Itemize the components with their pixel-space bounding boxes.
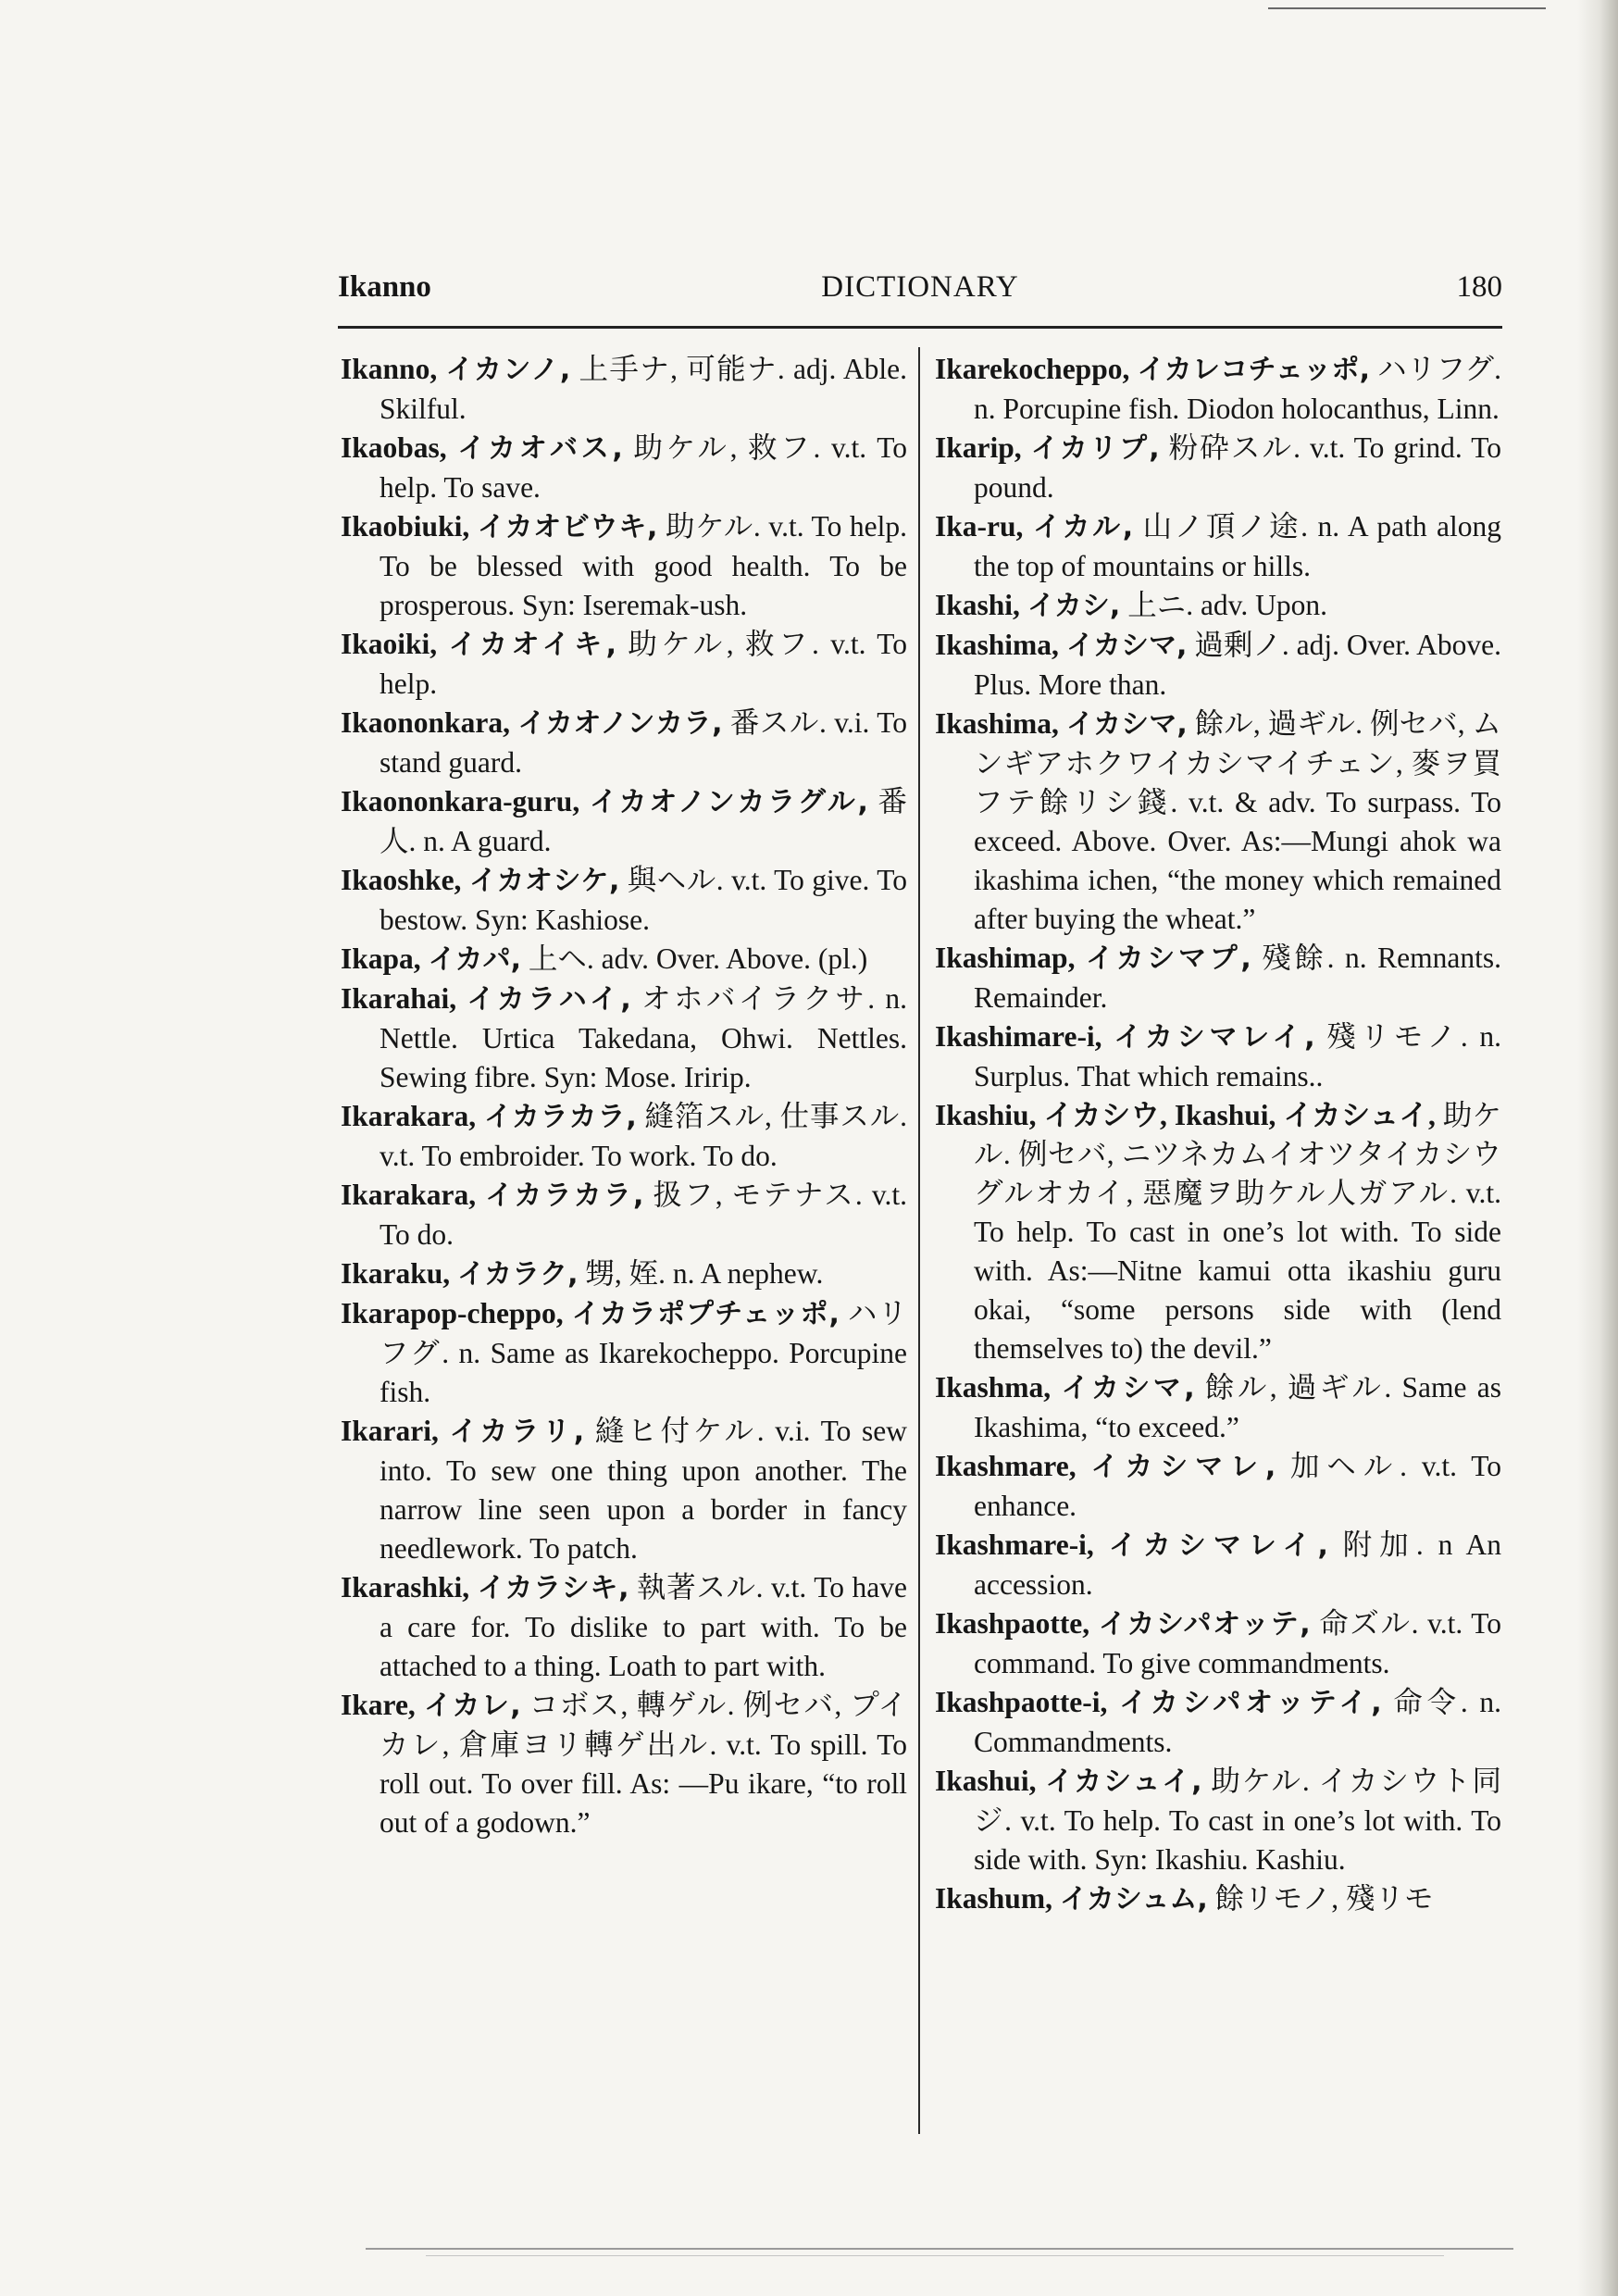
- entry-katakana: イカオノンカラ,: [517, 707, 723, 740]
- entry-katakana: イカオイキ,: [448, 629, 617, 661]
- dictionary-entry: [341, 1412, 907, 1568]
- entry-headword: Ikarakara,: [341, 1100, 477, 1132]
- entry-definition: ハリフグ. n. Same as Ikarekocheppo. Porcupine fish.: [380, 1297, 907, 1408]
- dictionary-entry: [935, 1762, 1501, 1879]
- entry-definition: 助ケル, 救フ. v.t. To help. To save.: [380, 431, 907, 504]
- entry-katakana: イカラカラ,: [483, 1101, 637, 1133]
- dictionary-entry: [935, 626, 1501, 705]
- entry-headword: Ikapa,: [341, 942, 421, 975]
- entry-definition: 扱フ, モテナス. v.t. To do.: [380, 1179, 907, 1251]
- entry-headword: Ikashpaotte-i,: [935, 1686, 1108, 1718]
- header-page-number: 180: [1456, 270, 1502, 304]
- dictionary-entry: [341, 350, 907, 429]
- dictionary-entry: [935, 1683, 1501, 1762]
- dictionary-entry: [935, 1447, 1501, 1526]
- entry-definition: 助ケル. 例セバ, ニツネカムイオツタイカシウグルオカイ, 惡魔ヲ助ケル人ガアル. v.t. To help. To cast in one’s lot with. To side with. As:—Nitne kamui otta ikashiu guru okai, “some persons side with (lend themselves to) the devil.”: [974, 1099, 1501, 1365]
- dictionary-entry: [935, 507, 1501, 586]
- entry-definition: 上ヘ. adv. Over. Above. (pl.): [528, 942, 868, 975]
- entry-katakana: イカオバス,: [457, 432, 623, 465]
- entry-katakana: イカシマレイ,: [1108, 1529, 1328, 1562]
- entry-katakana: イカシュイ,: [1045, 1766, 1202, 1798]
- entry-katakana: イカラカラ,: [485, 1179, 644, 1212]
- entry-headword: Ikashima,: [935, 629, 1059, 661]
- entry-headword: Ikaoshke,: [341, 864, 462, 896]
- entry-katakana: イカオシケ,: [468, 865, 620, 897]
- entry-headword: Ikashmare-i,: [935, 1529, 1094, 1561]
- dictionary-entry: [341, 861, 907, 940]
- entry-katakana: イカシュム,: [1059, 1883, 1208, 1915]
- dictionary-entry: [341, 1686, 907, 1842]
- top-edge-line: [1268, 7, 1546, 9]
- entry-headword: Ikashima,: [935, 707, 1059, 740]
- header-guide-word: Ikanno: [338, 270, 431, 304]
- entry-headword: Ikarekocheppo,: [935, 353, 1130, 385]
- dictionary-entry: [935, 586, 1501, 626]
- dictionary-entry: [935, 939, 1501, 1017]
- entry-definition: オホバイラクサ. n. Nettle. Urtica Takedana, Ohwi. Nettles. Sewing fibre. Syn: Mose. Iririp.: [380, 982, 907, 1093]
- entry-definition: 餘ル, 過ギル. 例セバ, ムンギアホクワイカシマイチェン, 麥ヲ買フテ餘リシ錢. v.t. & adv. To surpass. To exceed. Above. Over. As:—Mungi ahok wa ikashima ichen, “the money which remained after buying the wheat.”: [974, 707, 1501, 935]
- page-header: [338, 270, 1502, 315]
- entry-headword: Ikashum,: [935, 1882, 1052, 1915]
- entry-definition: 與ヘル. v.t. To give. To bestow. Syn: Kashiose.: [380, 864, 907, 936]
- entry-katakana: イカパ,: [428, 943, 522, 976]
- entry-headword: Ikaraku,: [341, 1257, 451, 1290]
- entry-headword: Ikaononkara,: [341, 706, 510, 739]
- entry-headword: Ikaobas,: [341, 431, 447, 464]
- entry-katakana: イカシマ,: [1065, 708, 1188, 741]
- entry-definition: 過剰ノ. adj. Over. Above. Plus. More than.: [974, 629, 1501, 701]
- entry-definition: 縫ヒ付ケル. v.i. To sew into. To sew one thing upon another. The narrow line seen upon a border in fancy needlework. To patch.: [380, 1415, 907, 1565]
- entry-headword: Ikashui,: [935, 1765, 1037, 1797]
- entry-definition: 命令. n. Commandments.: [974, 1686, 1501, 1758]
- entry-katakana: イカシパオッテ,: [1098, 1608, 1311, 1641]
- dictionary-entry: [341, 1294, 907, 1412]
- dictionary-entry: [341, 782, 907, 861]
- dictionary-entry: [341, 1097, 907, 1176]
- dictionary-entry: [935, 1604, 1501, 1683]
- dictionary-entry: [935, 1879, 1501, 1919]
- entry-headword: Ikarapop-cheppo,: [341, 1297, 564, 1329]
- dictionary-entry: [341, 1176, 907, 1254]
- column-divider: [918, 347, 920, 2134]
- entry-definition: 番人. n. A guard.: [380, 785, 907, 857]
- entry-definition: 殘餘. n. Remnants. Remainder.: [974, 942, 1501, 1014]
- entry-definition: 番スル. v.i. To stand guard.: [380, 706, 907, 779]
- entry-katakana: イカシマレ,: [1090, 1451, 1276, 1483]
- entry-headword: Ikashpaotte,: [935, 1607, 1090, 1640]
- entry-katakana: イカシマプ,: [1085, 942, 1251, 975]
- entry-katakana: イカレコチェッポ,: [1137, 354, 1370, 386]
- dictionary-entry: [341, 980, 907, 1097]
- entry-headword: Ikarahai,: [341, 982, 457, 1015]
- entry-headword: Ikashiu, イカシウ, Ikashui, イカシュイ,: [935, 1099, 1436, 1131]
- dictionary-entry: [935, 350, 1501, 429]
- left-column: [341, 350, 907, 2109]
- dictionary-entry: [341, 625, 907, 704]
- entry-headword: Ika-ru,: [935, 510, 1024, 543]
- dictionary-entry: [935, 1096, 1501, 1368]
- entry-definition: 助ケル. イカシウト同ジ. v.t. To help. To cast in one’s lot with. To side with. Syn: Ikashiu. Kashiu.: [974, 1765, 1501, 1876]
- dictionary-entry: [935, 429, 1501, 507]
- dictionary-entry: [341, 1568, 907, 1686]
- bottom-edge-line-faint: [426, 2255, 1444, 2256]
- dictionary-entry: [341, 940, 907, 980]
- entry-headword: Ikashimare-i,: [935, 1020, 1102, 1053]
- entry-katakana: イカシマ,: [1065, 630, 1188, 662]
- entry-definition: 執著スル. v.t. To have a care for. To dislike to part with. To be attached to a thing. Loath to part with.: [380, 1571, 907, 1682]
- entry-headword: Ikaobiuki,: [341, 510, 470, 543]
- entry-definition: 餘ル, 過ギル. Same as Ikashima, “to exceed.”: [974, 1371, 1501, 1443]
- dictionary-entry: [935, 1526, 1501, 1604]
- entry-katakana: イカシ,: [1027, 590, 1121, 622]
- entry-headword: Ikashi,: [935, 589, 1020, 621]
- entry-katakana: イカリプ,: [1030, 432, 1160, 465]
- entry-katakana: イカラリ,: [449, 1416, 585, 1448]
- bottom-edge-line: [366, 2248, 1513, 2250]
- entry-katakana: イカシマレイ,: [1114, 1021, 1315, 1054]
- entry-katakana: イカラク,: [457, 1258, 579, 1291]
- entry-headword: Ikaononkara-guru,: [341, 785, 580, 817]
- entry-definition: 助ケル, 救フ. v.t. To help.: [380, 628, 907, 700]
- entry-definition: 甥, 姪. n. A nephew.: [585, 1257, 824, 1290]
- entry-headword: Ikaoiki,: [341, 628, 438, 660]
- entry-katakana: イカオノンカラグル,: [589, 786, 868, 818]
- entry-katakana: イカシマ,: [1061, 1372, 1195, 1404]
- entry-headword: Ikarari,: [341, 1415, 439, 1447]
- dictionary-entry: [341, 704, 907, 782]
- entry-headword: Ikanno,: [341, 353, 438, 385]
- dictionary-entry: [935, 1017, 1501, 1096]
- dictionary-entry: [935, 705, 1501, 939]
- entry-definition: 加ヘル. v.t. To enhance.: [974, 1450, 1501, 1522]
- entry-katakana: イカラポプチェッポ,: [571, 1298, 840, 1330]
- entry-headword: Ikarip,: [935, 431, 1022, 464]
- entry-definition: 上手ナ, 可能ナ. adj. Able. Skilful.: [380, 353, 907, 425]
- dictionary-entry: [341, 507, 907, 625]
- header-title: DICTIONARY: [821, 270, 1019, 304]
- entry-katakana: イカシパオッテイ,: [1119, 1687, 1382, 1719]
- entry-definition: 助ケル. v.t. To help. To be blessed with good health. To be prosperous. Syn: Iseremak-ush.: [380, 510, 907, 621]
- entry-katakana: イカラハイ,: [467, 983, 631, 1016]
- entry-headword: Ikarakara,: [341, 1179, 477, 1211]
- dictionary-entry: [935, 1368, 1501, 1447]
- entry-headword: Ikashmare,: [935, 1450, 1077, 1482]
- header-rule: [338, 326, 1502, 329]
- entry-definition: ハリフグ. n. Porcupine fish. Diodon holocanthus, Linn.: [974, 353, 1501, 425]
- entry-definition: 粉砕スル. v.t. To grind. To pound.: [974, 431, 1501, 504]
- dictionary-entry: [341, 1254, 907, 1294]
- entry-definition: 縫箔スル, 仕事スル. v.t. To embroider. To work. To do.: [380, 1100, 907, 1172]
- entry-definition: コボス, 轉ゲル. 例セバ, プイカレ, 倉庫ヨリ轉ゲ出ル. v.t. To spill. To roll out. To over fill. As: —Pu ikare, “to roll out of a godown.”: [380, 1689, 907, 1839]
- dictionary-entry: [341, 429, 907, 507]
- right-column: [935, 350, 1501, 2109]
- entry-definition: 山ノ頂ノ途. n. A path along the top of mountains or hills.: [974, 510, 1501, 582]
- entry-headword: Ikarashki,: [341, 1571, 470, 1603]
- entry-katakana: イカル,: [1032, 511, 1134, 543]
- entry-headword: Ikashimap,: [935, 942, 1076, 974]
- page-edge-shadow: [1577, 0, 1618, 2296]
- entry-katakana: イカオビウキ,: [477, 511, 658, 543]
- entry-katakana: イカレ,: [424, 1690, 521, 1722]
- entry-definition: 附加. n An accession.: [974, 1529, 1501, 1601]
- entry-definition: 上ニ. adv. Upon.: [1127, 589, 1327, 621]
- entry-katakana: イカンノ,: [445, 354, 571, 386]
- entry-headword: Ikare,: [341, 1689, 416, 1721]
- entry-headword: Ikashma,: [935, 1371, 1052, 1404]
- entry-definition: 殘リモノ. n. Surplus. That which remains..: [974, 1020, 1501, 1092]
- entry-definition: 命ズル. v.t. To command. To give commandments.: [974, 1607, 1501, 1679]
- entry-katakana: イカラシキ,: [477, 1572, 629, 1604]
- entry-definition: 餘リモノ, 殘リモ: [1214, 1882, 1434, 1915]
